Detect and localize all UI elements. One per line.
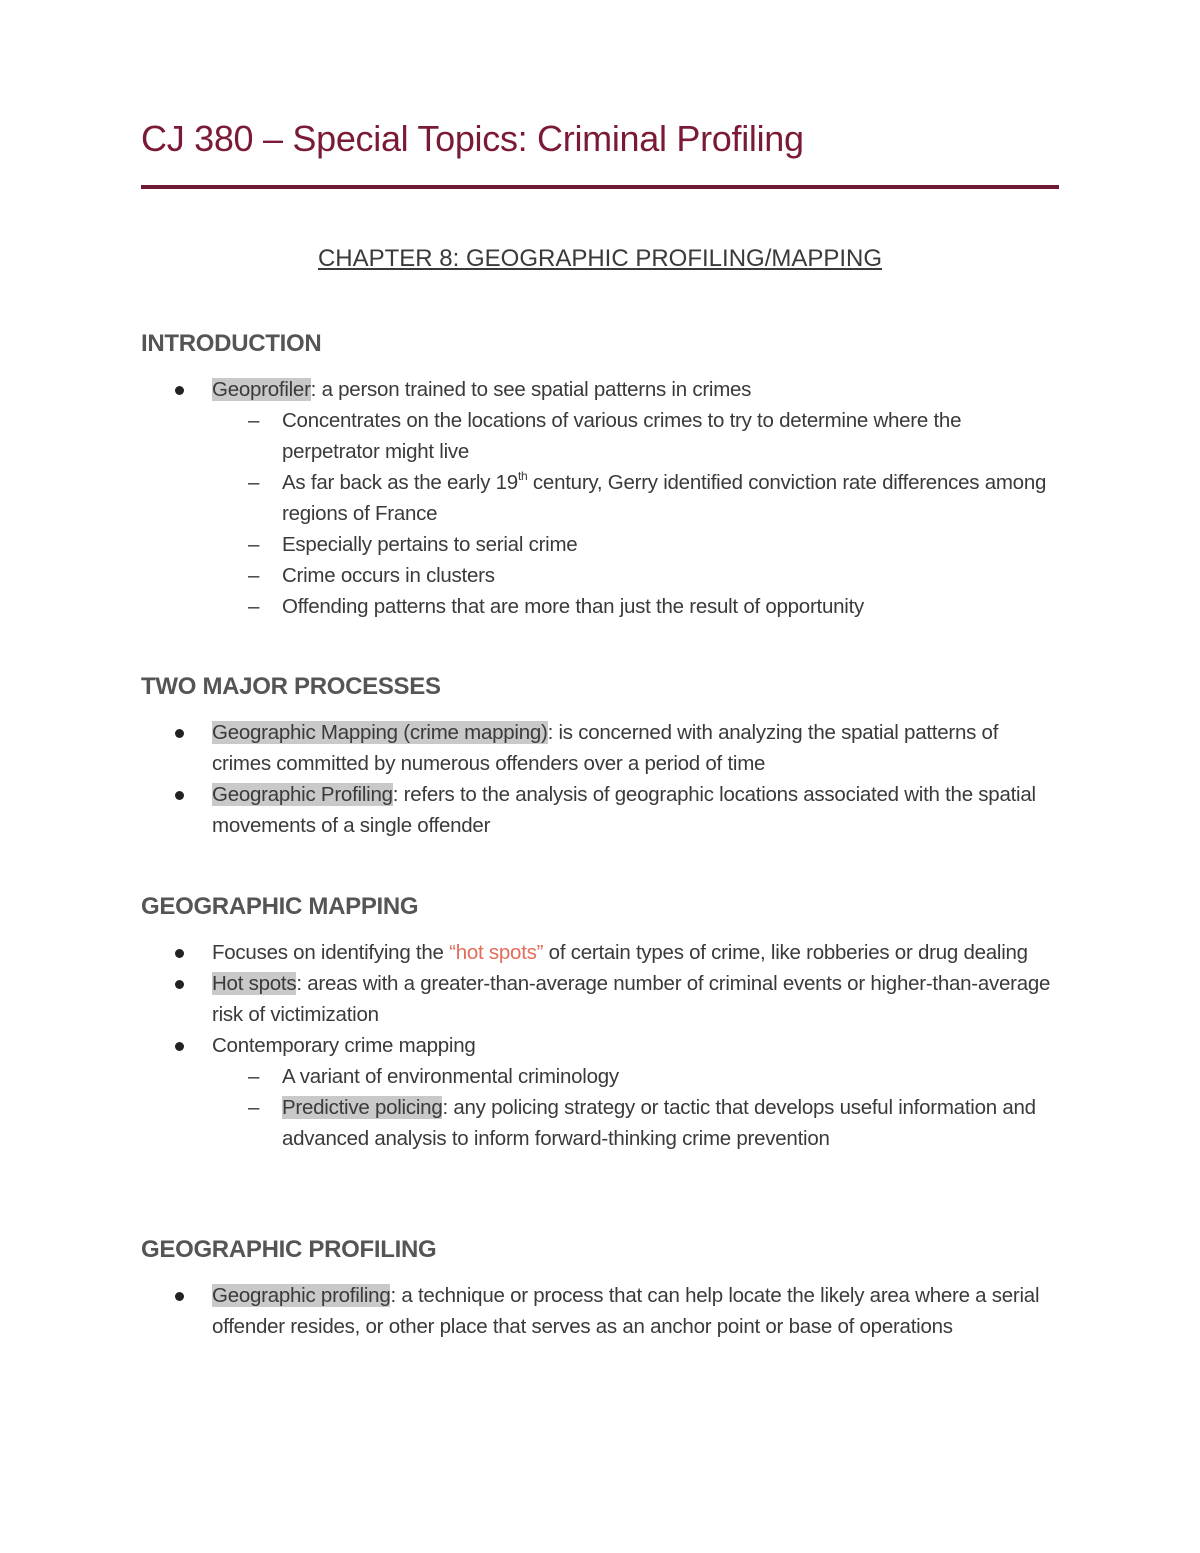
highlighted-term: Hot spots [212, 972, 297, 995]
dash-icon: – [248, 564, 260, 587]
sub-item-text: Especially pertains to serial crime [282, 533, 578, 556]
sub-item-text: Offending patterns that are more than just the result of opportunity [282, 595, 865, 618]
bullet-list [141, 1280, 1059, 1342]
section-two-major-processes [141, 671, 1059, 841]
definition-text: : refers to the analysis of geographic locations associated with the spatial movements of a single offender [212, 783, 1036, 837]
sub-item-text: Crime occurs in clusters [282, 564, 495, 587]
list-item [141, 374, 1059, 622]
item-text: Contemporary crime mapping [212, 1034, 476, 1057]
sub-list [212, 405, 1059, 622]
bullet-icon [175, 949, 184, 958]
sub-item-text: As far back as the early 19 [282, 471, 518, 494]
section-geographic-profiling [141, 1234, 1059, 1342]
highlighted-term: Geographic Profiling [212, 783, 393, 806]
highlighted-term: Geographic profiling [212, 1284, 391, 1307]
chapter-heading: CHAPTER 8: GEOGRAPHIC PROFILING/MAPPING [317, 245, 883, 272]
bullet-icon [175, 729, 184, 738]
title-divider [141, 185, 1059, 189]
sub-list-item [212, 405, 1059, 467]
dash-icon: – [248, 1096, 260, 1119]
item-text: of certain types of crime, like robberies or drug dealing [543, 941, 1028, 964]
sub-item-text: Concentrates on the locations of various crimes to try to determine where the perpetrator might live [282, 409, 962, 463]
list-item [141, 779, 1059, 841]
definition-text: : any policing strategy or tactic that develops useful information and advanced analysis to inform forward-thinking crime prevention [282, 1096, 1036, 1150]
section-geographic-mapping [141, 891, 1059, 1154]
definition-text: : a technique or process that can help locate the likely area where a serial offender resides, or other place that serves as an anchor point or base of operations [212, 1284, 1040, 1338]
document-title: CJ 380 – Special Topics: Criminal Profiling [141, 118, 804, 159]
sub-item-text: A variant of environmental criminology [282, 1065, 619, 1088]
dash-icon: – [248, 471, 260, 494]
dash-icon: – [248, 533, 260, 556]
section-introduction [141, 328, 1059, 622]
section-heading-introduction: INTRODUCTION [141, 330, 322, 357]
superscript: th [517, 469, 528, 483]
bullet-icon [175, 386, 184, 395]
sub-list-item [212, 560, 1059, 591]
bullet-icon [175, 980, 184, 989]
section-heading-processes: TWO MAJOR PROCESSES [141, 673, 441, 700]
dash-icon: – [248, 409, 260, 432]
section-heading-profiling: GEOGRAPHIC PROFILING [141, 1236, 437, 1263]
list-item [141, 937, 1059, 968]
list-item [141, 1030, 1059, 1154]
definition-text: : a person trained to see spatial patterns in crimes [310, 378, 752, 401]
highlighted-term: Geographic Mapping (crime mapping) [212, 721, 548, 744]
bullet-icon [175, 1042, 184, 1051]
highlighted-term: Geoprofiler [212, 378, 311, 401]
bullet-list [141, 717, 1059, 841]
sub-list-item [212, 1092, 1059, 1154]
accent-text: “hot spots” [449, 941, 544, 964]
section-heading-mapping: GEOGRAPHIC MAPPING [141, 893, 419, 920]
bullet-icon [175, 1292, 184, 1301]
sub-list [212, 1061, 1059, 1154]
dash-icon: – [248, 1065, 260, 1088]
sub-list-item [212, 591, 1059, 622]
sub-list-item [212, 467, 1059, 529]
dash-icon: – [248, 595, 260, 618]
bullet-list [141, 937, 1059, 1154]
bullet-icon [175, 791, 184, 800]
item-text: Focuses on identifying the [212, 941, 450, 964]
sub-list-item [212, 529, 1059, 560]
sub-item-text: century, Gerry identified conviction rate differences among regions of France [282, 471, 1047, 525]
definition-text: : is concerned with analyzing the spatial patterns of crimes committed by numerous offenders over a period of time [212, 721, 999, 775]
definition-text: : areas with a greater-than-average number of criminal events or higher-than-average risk of victimization [212, 972, 1051, 1026]
bullet-list [141, 374, 1059, 622]
list-item [141, 968, 1059, 1030]
list-item [141, 1280, 1059, 1342]
sub-list-item [212, 1061, 1059, 1092]
list-item [141, 717, 1059, 779]
highlighted-term: Predictive policing [282, 1096, 443, 1119]
